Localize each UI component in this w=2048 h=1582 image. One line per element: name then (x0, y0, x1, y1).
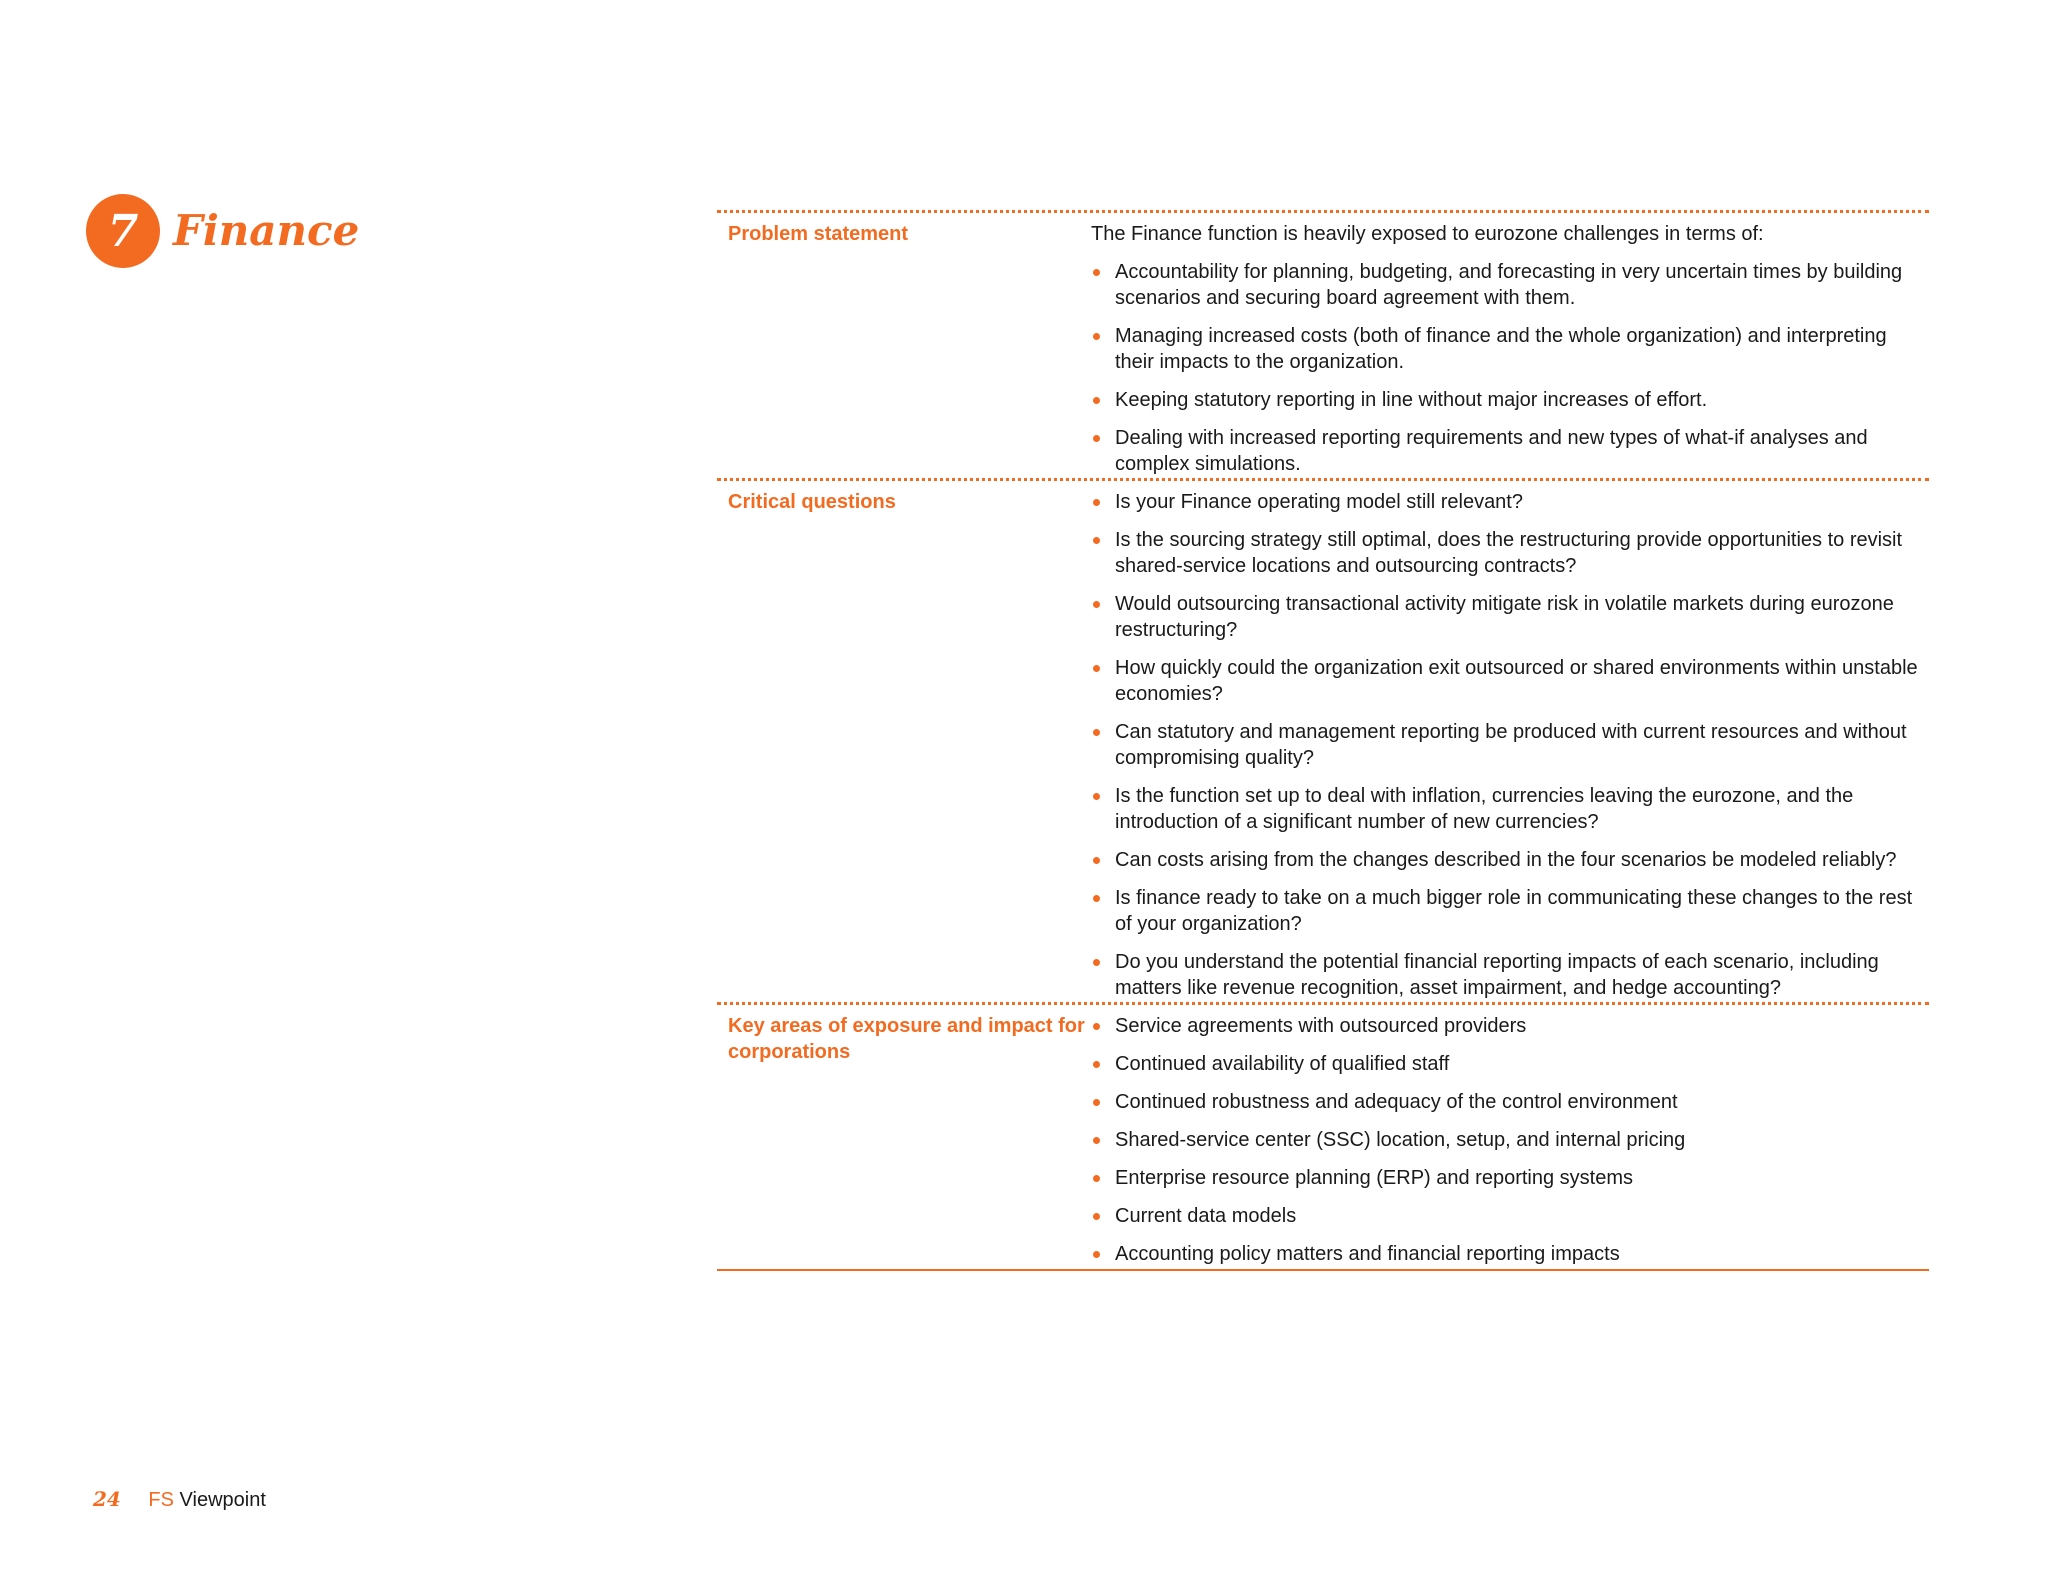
section-label: Problem statement (728, 223, 909, 245)
chapter-title: Finance (173, 206, 360, 255)
list-item: Is the function set up to deal with inflation, currencies leaving the eurozone, and the introduction of a significant number of new currencies? (1091, 783, 1929, 835)
list-item: Accounting policy matters and financial reporting impacts (1091, 1241, 1929, 1267)
bullet-list (1091, 259, 1929, 477)
list-item: Service agreements with outsourced providers (1091, 1013, 1929, 1039)
section-label: Critical questions (728, 491, 896, 513)
section-content (1091, 221, 1929, 477)
list-item: Current data models (1091, 1203, 1929, 1229)
list-item: Is the sourcing strategy still optimal, does the restructuring provide opportunities to revisit shared-service locations and outsourcing contracts? (1091, 527, 1929, 579)
list-item: Can statutory and management reporting be produced with current resources and without compromising quality? (1091, 719, 1929, 771)
bullet-list (1091, 489, 1929, 1001)
list-item: Shared-service center (SSC) location, setup, and internal pricing (1091, 1127, 1929, 1153)
list-item: Continued availability of qualified staff (1091, 1051, 1929, 1077)
section-problem-statement (717, 210, 1929, 478)
table-bottom-rule (717, 1269, 1929, 1271)
list-item: Is your Finance operating model still relevant? (1091, 489, 1929, 515)
page-number: 24 (93, 1487, 121, 1511)
list-item: Dealing with increased reporting requirements and new types of what-if analyses and complex simulations. (1091, 425, 1929, 477)
brand-name: Viewpoint (179, 1489, 266, 1511)
list-item: Enterprise resource planning (ERP) and reporting systems (1091, 1165, 1929, 1191)
page-footer (93, 1487, 266, 1512)
list-item: Do you understand the potential financial reporting impacts of each scenario, including matters like revenue recognition, asset impairment, and hedge accounting? (1091, 949, 1929, 1001)
bullet-list (1091, 1013, 1929, 1267)
section-label: Key areas of exposure and impact for corporations (728, 1015, 1085, 1063)
section-content (1091, 489, 1929, 1001)
list-item: How quickly could the organization exit outsourced or shared environments within unstable economies? (1091, 655, 1929, 707)
list-item: Can costs arising from the changes described in the four scenarios be modeled reliably? (1091, 847, 1929, 873)
section-intro: The Finance function is heavily exposed to eurozone challenges in terms of: (1091, 223, 1764, 245)
chapter-number-badge: 7 (86, 194, 160, 268)
brand-fs: FS (148, 1489, 174, 1511)
list-item: Managing increased costs (both of finance and the whole organization) and interpreting their impacts to the organization. (1091, 323, 1929, 375)
section-content (1091, 1013, 1929, 1267)
section-critical-questions (717, 478, 1929, 1002)
chapter-heading (86, 194, 359, 268)
list-item: Is finance ready to take on a much bigger role in communicating these changes to the rest of your organization? (1091, 885, 1929, 937)
list-item: Continued robustness and adequacy of the control environment (1091, 1089, 1929, 1115)
section-key-areas (717, 1002, 1929, 1268)
list-item: Keeping statutory reporting in line without major increases of effort. (1091, 387, 1929, 413)
list-item: Would outsourcing transactional activity mitigate risk in volatile markets during eurozone restructuring? (1091, 591, 1929, 643)
list-item: Accountability for planning, budgeting, and forecasting in very uncertain times by building scenarios and securing board agreement with them. (1091, 259, 1929, 311)
finance-table (717, 210, 1929, 1271)
